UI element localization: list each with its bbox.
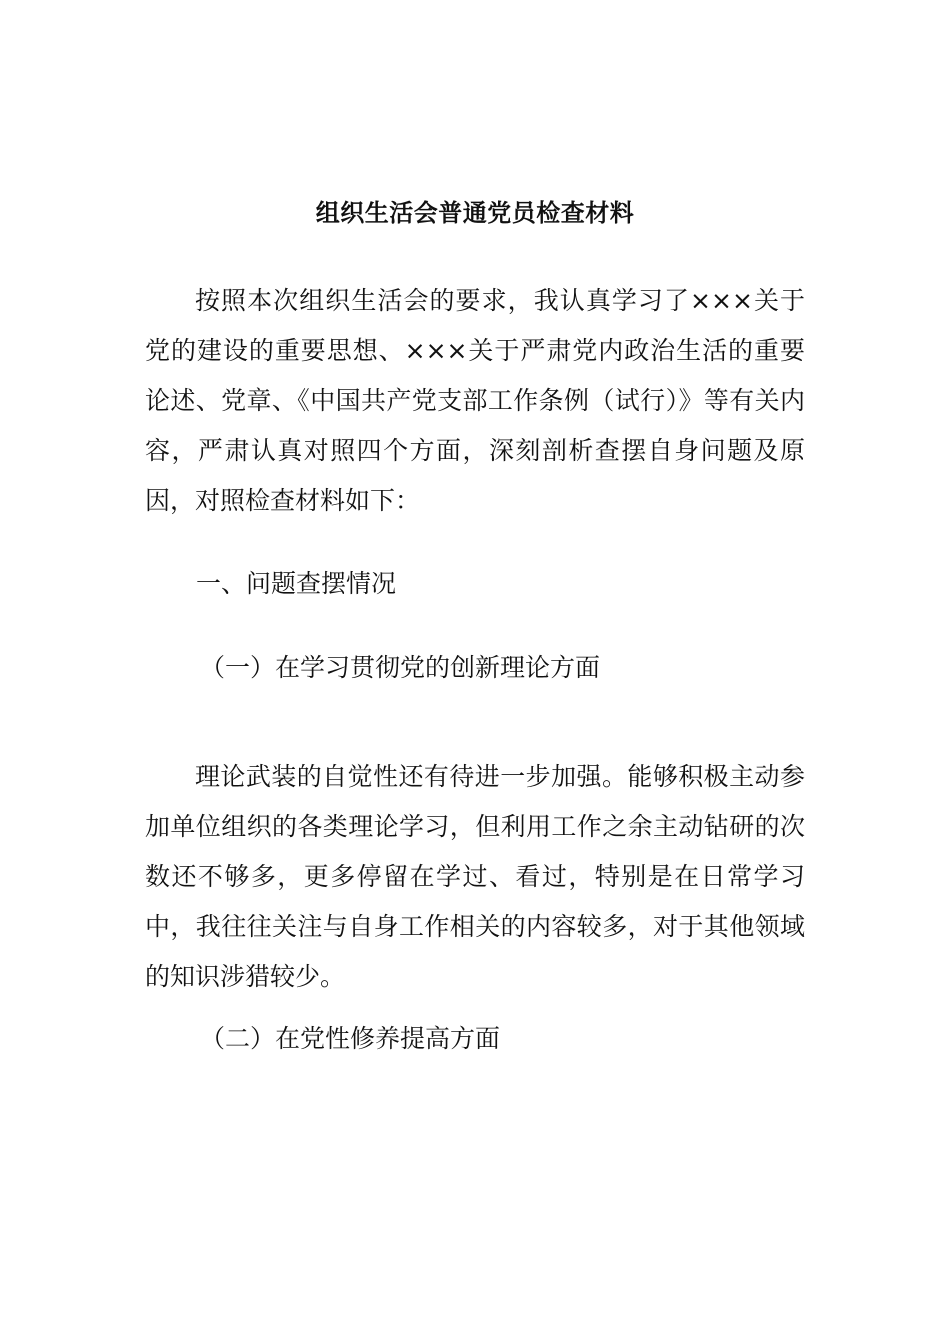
theory-study-paragraph: 理论武装的自觉性还有待进一步加强。能够积极主动参加单位组织的各类理论学习，但利用工作之余主动钻研的次数还不够多，更多停留在学过、看过，特别是在日常学习中，我往往关注与自身工作相关的内容较多，对于其他领域的知识涉猎较少。 [145, 762, 805, 991]
document-title: 组织生活会普通党员检查材料 [315, 199, 635, 227]
intro-paragraph: 按照本次组织生活会的要求，我认真学习了×××关于党的建设的重要思想、×××关于严肃党内政治生活的重要论述、党章、《中国共产党支部工作条例（试行）》等有关内容，严肃认真对照四个方面，深刻剖析查摆自身问题及原因，对照检查材料如下： [145, 286, 805, 515]
section-heading-problems: 一、问题查摆情况 [196, 569, 397, 598]
subsection-heading-party-spirit: （二）在党性修养提高方面 [200, 1024, 501, 1053]
subsection-heading-theory-study: （一）在学习贯彻党的创新理论方面 [200, 653, 601, 682]
